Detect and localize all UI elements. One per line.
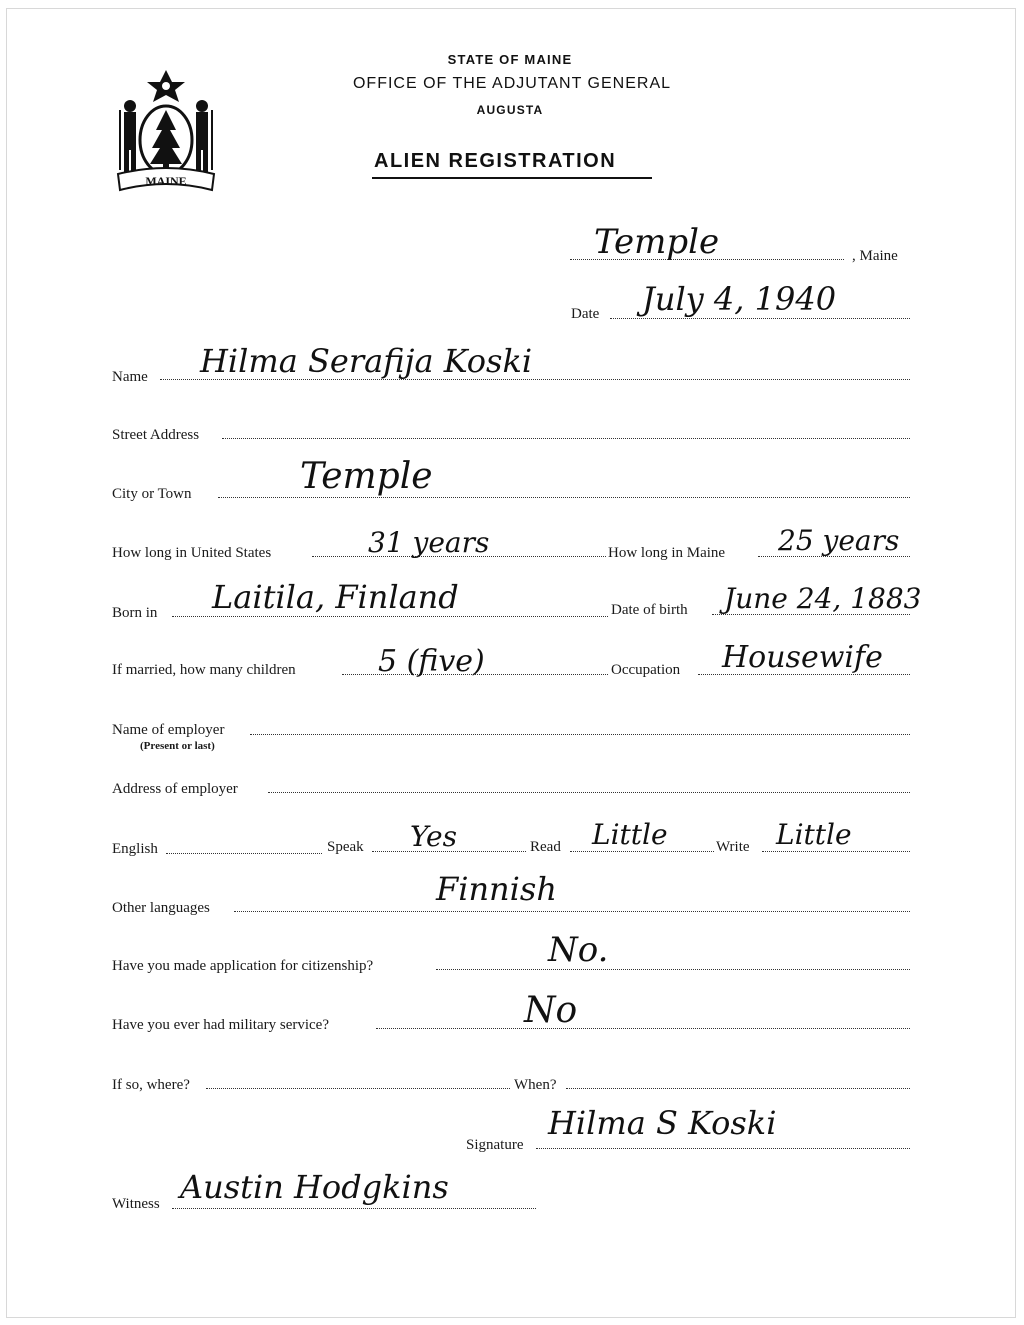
employer-label: Name of employer [112, 722, 225, 738]
how-long-us-label: How long in United States [112, 545, 272, 561]
military-label: Have you ever had military service? [112, 1017, 329, 1033]
english-label: English [112, 841, 158, 857]
citizenship-line [436, 969, 910, 970]
city-value: Temple [300, 456, 433, 497]
where-label: If so, where? [112, 1077, 190, 1093]
city-line [218, 497, 910, 498]
employer-line [250, 734, 910, 735]
city-label: City or Town [112, 486, 192, 502]
signature-label: Signature [466, 1137, 524, 1153]
dob-value: June 24, 1883 [724, 582, 922, 615]
write-line [762, 851, 910, 852]
read-label: Read [530, 839, 561, 855]
citizenship-label: Have you made application for citizenship? [112, 958, 374, 974]
date-value: July 4, 1940 [642, 280, 837, 318]
dob-label: Date of birth [611, 602, 688, 618]
how-long-maine-value: 25 years [778, 524, 900, 557]
read-value: Little [592, 818, 668, 851]
how-long-us-value: 31 years [368, 526, 490, 559]
children-value: 5 (five) [378, 644, 485, 679]
name-value: Hilma Serafija Koski [200, 342, 533, 380]
when-label: When? [514, 1077, 557, 1093]
where-line [206, 1088, 510, 1089]
write-value: Little [776, 818, 852, 851]
town-value: Temple [594, 222, 720, 262]
english-line [166, 853, 322, 854]
speak-value: Yes [410, 820, 457, 853]
citizenship-value: No. [548, 930, 609, 970]
how-long-maine-label: How long in Maine [608, 545, 726, 561]
office-heading: OFFICE OF THE ADJUTANT GENERAL [352, 75, 672, 92]
witness-line [172, 1208, 536, 1209]
married-label: If married, how many children [112, 662, 296, 678]
employer-sublabel: (Present or last) [140, 740, 215, 752]
other-languages-line [234, 911, 910, 912]
name-label: Name [112, 369, 148, 385]
signature-line [536, 1148, 910, 1149]
other-languages-label: Other languages [112, 900, 210, 916]
street-line [222, 438, 910, 439]
maine-label: , Maine [852, 248, 898, 264]
street-label: Street Address [112, 427, 200, 443]
date-label: Date [571, 306, 600, 322]
write-label: Write [716, 839, 750, 855]
date-line [610, 318, 910, 319]
city-heading: AUGUSTA [476, 103, 544, 117]
born-in-label: Born in [112, 605, 158, 621]
employer-address-line [268, 792, 910, 793]
when-line [566, 1088, 910, 1089]
signature-value: Hilma S Koski [548, 1104, 777, 1142]
svg-text:MAINE: MAINE [145, 174, 187, 188]
military-line [376, 1028, 910, 1029]
state-heading: STATE OF MAINE [447, 52, 573, 67]
occupation-label: Occupation [611, 662, 681, 678]
witness-label: Witness [112, 1196, 160, 1212]
read-line [570, 851, 714, 852]
employer-address-label: Address of employer [112, 781, 238, 797]
form-title: ALIEN REGISTRATION [374, 150, 617, 172]
military-value: No [524, 990, 578, 1031]
occupation-value: Housewife [722, 640, 883, 675]
speak-label: Speak [327, 839, 364, 855]
born-in-line [172, 616, 608, 617]
other-languages-value: Finnish [436, 870, 557, 908]
title-underline [372, 177, 652, 179]
witness-value: Austin Hodgkins [180, 1168, 449, 1206]
born-in-value: Laitila, Finland [212, 578, 459, 616]
